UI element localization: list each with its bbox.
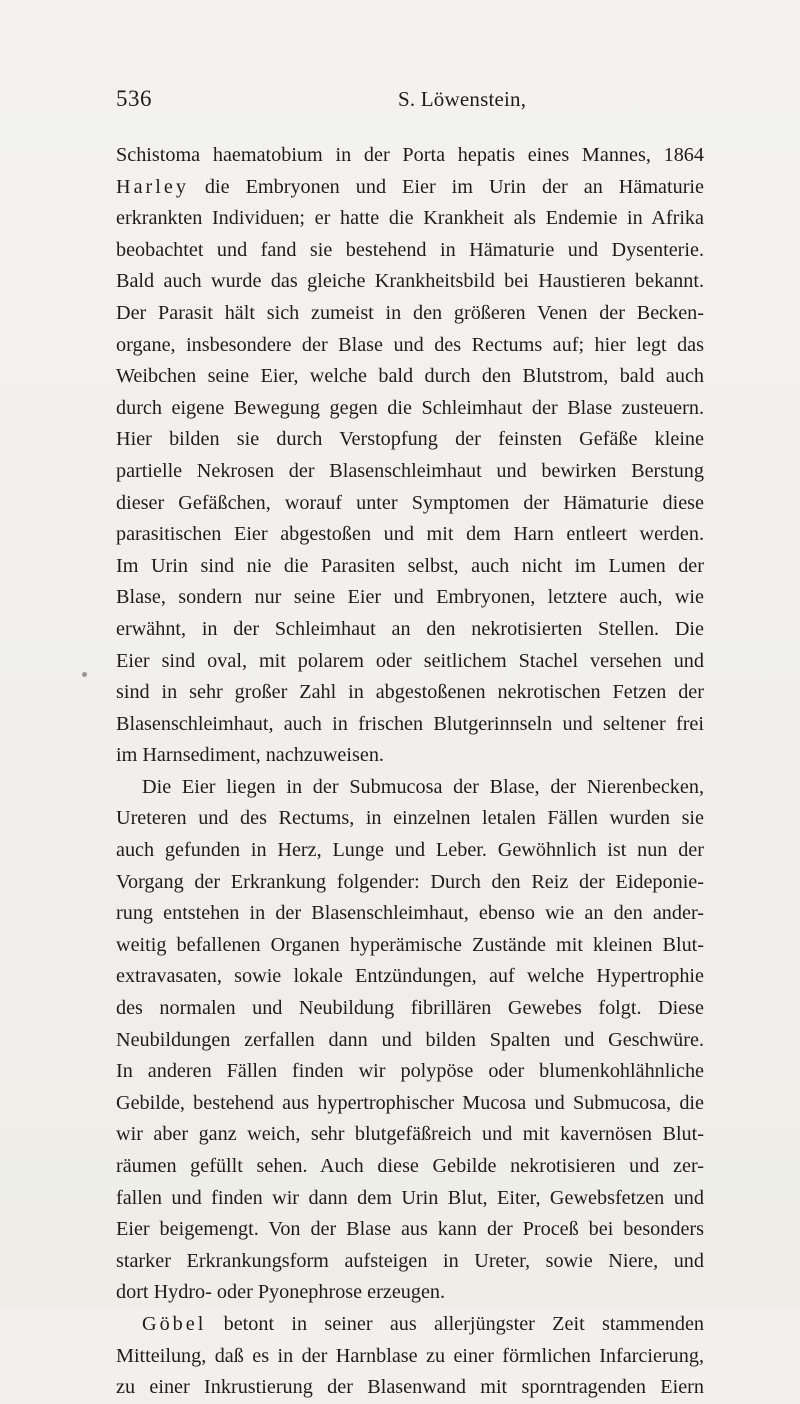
line-text: fallen und finden wir dann dem Urin Blut, Eiter, Gewebsfetzen und (116, 1186, 704, 1209)
text-line (116, 803, 704, 835)
line-text: In anderen Fällen finden wir polypöse oder blumenkohlähnliche (116, 1060, 704, 1083)
text-line (116, 330, 704, 362)
text-line (116, 961, 704, 993)
text-line (116, 677, 704, 709)
line-text: parasitischen Eier abgestoßen und mit dem Harn entleert werden. (116, 523, 704, 546)
text-line (116, 709, 704, 741)
line-text: Mitteilung, daß es in der Harnblase zu einer förmlichen Infarcierung, (116, 1344, 704, 1367)
running-head: S. Löwenstein, (398, 87, 527, 111)
page-header (116, 84, 716, 114)
text-line (116, 1277, 704, 1309)
line-text: extravasaten, sowie lokale Entzündungen, auf welche Hypertrophie (116, 965, 704, 988)
line-text: starker Erkrankungsform aufsteigen in Ureter, sowie Niere, und (116, 1249, 704, 1272)
text-line (116, 867, 704, 899)
line-text: Eier sind oval, mit polarem oder seitlichem Stachel versehen und (116, 649, 704, 672)
text-line (116, 551, 704, 583)
line-text: Schistoma haematobium in der Porta hepatis eines Mannes, 1864 (116, 144, 704, 166)
text-line (116, 614, 704, 646)
line-text: erkrankten Individuen; er hatte die Krankheit als Endemie in Afrika (116, 207, 704, 230)
text-line (116, 488, 704, 520)
line-text: räumen gefüllt sehen. Auch diese Gebilde nekrotisieren und zer- (116, 1155, 704, 1177)
text-line (116, 1309, 704, 1341)
line-text: auch gefunden in Herz, Lunge und Leber. Gewöhnlich ist nun der (116, 839, 704, 862)
text-line (116, 1119, 704, 1151)
line-text: Der Parasit hält sich zumeist in den größeren Venen der Becken- (116, 301, 704, 324)
text-line (116, 235, 704, 267)
line-text: sind in sehr großer Zahl in abgestoßenen nekrotischen Fetzen der (116, 681, 704, 704)
line-text: durch eigene Bewegung gegen die Schleimhaut der Blase zusteuern. (116, 396, 704, 419)
line-text: wir aber ganz weich, sehr blutgefäßreich und mit kavernösen Blut- (116, 1123, 704, 1146)
line-text: Hier bilden sie durch Verstopfung der feinsten Gefäße kleine (116, 428, 704, 451)
line-text: organe, insbesondere der Blase und des Rectums auf; hier legt das (116, 333, 704, 356)
text-line (116, 1088, 704, 1120)
line-text: partielle Nekrosen der Blasenschleimhaut und bewirken Berstung (116, 459, 704, 482)
author-name: Harley (116, 175, 189, 198)
line-text: Gebilde, bestehend aus hypertrophischer Mucosa und Submucosa, die (116, 1091, 704, 1114)
text-line (116, 740, 704, 772)
body-text (116, 140, 704, 1404)
margin-mark (82, 672, 87, 677)
line-text: des normalen und Neubildung fibrillären Gewebes folgt. Diese (116, 997, 704, 1020)
text-line (116, 898, 704, 930)
text-line (116, 993, 704, 1025)
text-line (116, 298, 704, 330)
text-line (116, 393, 704, 425)
line-text: Blasenschleimhaut, auch in frischen Blutgerinnseln und seltener frei (116, 712, 704, 735)
line-text: Blase, sondern nur seine Eier und Embryonen, letztere auch, wie (116, 586, 704, 609)
text-line (116, 1183, 704, 1215)
line-text: Bald auch wurde das gleiche Krankheitsbild bei Haustieren bekannt. (116, 270, 704, 293)
line-text: betont in seiner aus allerjüngster Zeit stammenden (206, 1312, 704, 1335)
page-number: 536 (116, 86, 152, 111)
text-line (116, 456, 704, 488)
line-text: Eier beigemengt. Von der Blase aus kann der Proceß bei besonders (116, 1218, 704, 1241)
text-line (116, 835, 704, 867)
text-line (116, 519, 704, 551)
line-text: rung entstehen in der Blasenschleimhaut, ebenso wie an den ander- (116, 902, 704, 925)
line-text: dieser Gefäßchen, worauf unter Symptomen der Hämaturie diese (116, 491, 704, 514)
text-line (116, 582, 704, 614)
text-line (116, 1151, 704, 1183)
text-line (116, 1372, 704, 1404)
text-line (116, 1214, 704, 1246)
text-line (116, 1246, 704, 1278)
text-line (116, 266, 704, 298)
text-line (116, 140, 704, 172)
line-text: Vorgang der Erkrankung folgender: Durch den Reiz der Eideponie- (116, 870, 704, 893)
text-line (116, 1341, 704, 1373)
text-line (116, 172, 704, 204)
line-text: Ureteren und des Rectums, in einzelnen letalen Fällen wurden sie (116, 807, 704, 830)
text-line (116, 930, 704, 962)
line-text: im Harnsediment, nachzuweisen. (116, 744, 384, 767)
line-text: dort Hydro- oder Pyonephrose erzeugen. (116, 1281, 446, 1304)
line-text: weitig befallenen Organen hyperämische Zustände mit kleinen Blut- (116, 933, 704, 956)
text-line (116, 424, 704, 456)
line-text: beobachtet und fand sie bestehend in Hämaturie und Dysenterie. (116, 238, 704, 261)
text-line (116, 646, 704, 678)
text-line (116, 361, 704, 393)
author-name: Göbel (142, 1312, 207, 1335)
line-text: zu einer Inkrustierung der Blasenwand mit sporntragenden Eiern (116, 1376, 704, 1399)
line-text: Weibchen seine Eier, welche bald durch den Blutstrom, bald auch (116, 365, 704, 388)
line-text: erwähnt, in der Schleimhaut an den nekrotisierten Stellen. Die (116, 617, 704, 640)
text-line (116, 203, 704, 235)
line-text: Im Urin sind nie die Parasiten selbst, auch nicht im Lumen der (116, 554, 704, 577)
text-line (116, 1056, 704, 1088)
line-text: Neubildungen zerfallen dann und bilden Spalten und Geschwüre. (116, 1028, 704, 1051)
text-line (116, 1025, 704, 1057)
line-text: die Embryonen und Eier im Urin der an Hämaturie (188, 175, 704, 198)
text-line (116, 772, 704, 804)
line-text: Die Eier liegen in der Submucosa der Blase, der Nierenbecken, (142, 775, 704, 798)
